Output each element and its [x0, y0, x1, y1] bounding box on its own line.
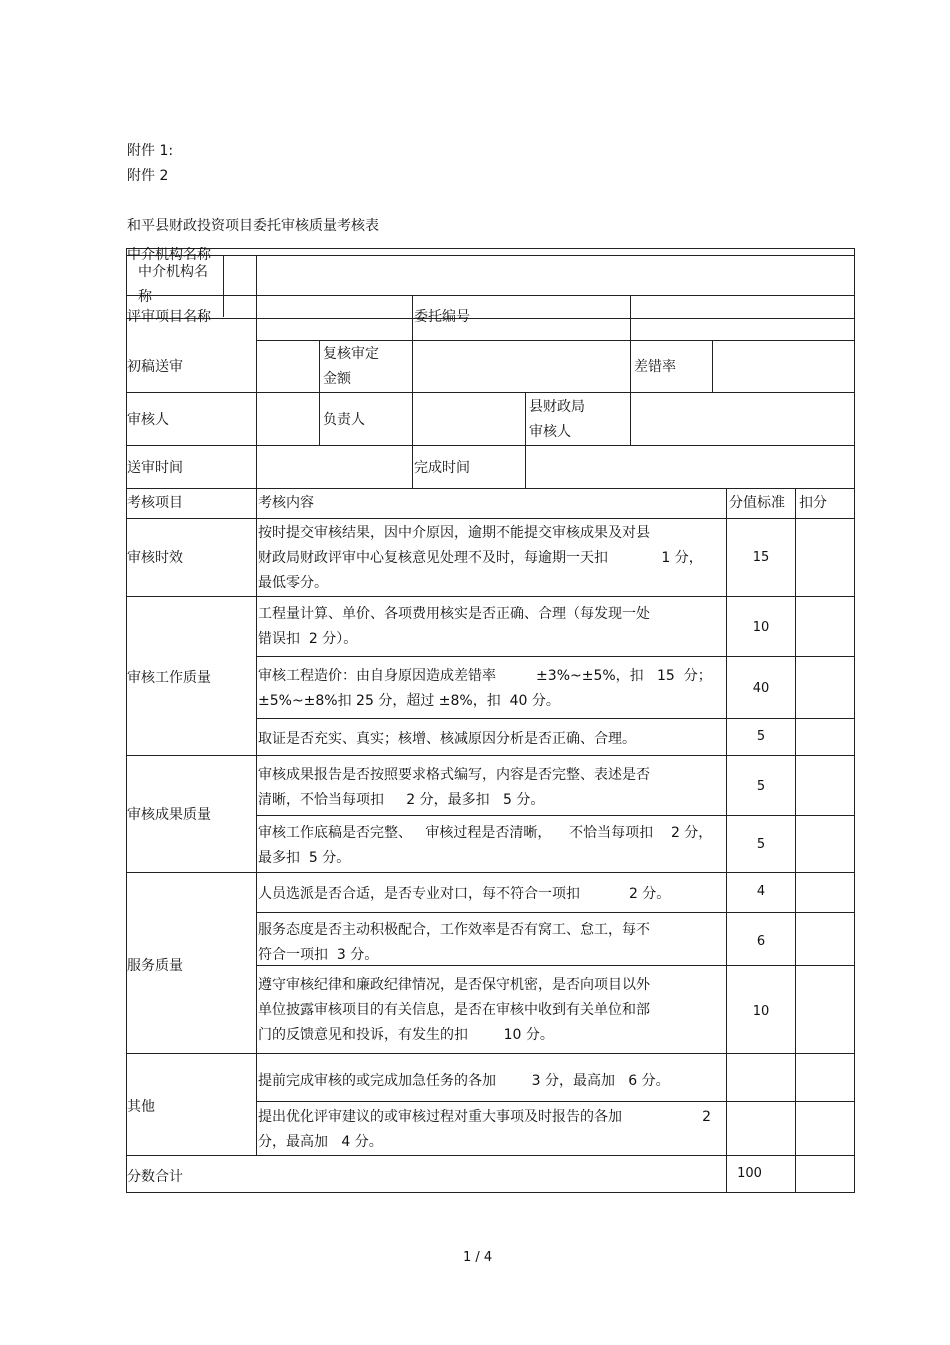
- group-name: 审核成果质量: [127, 807, 211, 823]
- page-number: 1 / 4: [463, 1250, 493, 1265]
- agency-name-label-inner-2: 称: [138, 289, 152, 305]
- row-content-line: 错误扣 2 分）。: [258, 631, 358, 647]
- row-content-line: 提出优化评审建议的或审核过程对重大事项及时报告的各加 2: [258, 1109, 712, 1125]
- group-name: 其他: [127, 1099, 155, 1115]
- row-score: 15: [752, 550, 770, 565]
- review-amount-label-1: 复核审定: [323, 346, 379, 362]
- row-content-line: 人员选派是否合适，是否专业对口，每不符合一项扣 2 分。: [258, 886, 671, 902]
- agency-name-value[interactable]: [257, 256, 853, 294]
- row-content-line: 审核工程造价：由自身原因造成差错率 ±3%~±5%，扣 15 分；: [258, 668, 712, 684]
- row-content-line: 审核工作底稿是否完整、 审核过程是否清晰， 不恰当每项扣 2 分，: [258, 825, 713, 841]
- attachment-2: 附件 2: [127, 168, 169, 184]
- county-reviewer-label-1: 县财政局: [529, 399, 585, 415]
- row-score: 5: [756, 779, 766, 794]
- group-name: 审核工作质量: [127, 670, 211, 686]
- submit-time-label: 送审时间: [127, 460, 183, 476]
- project-name-label: 评审项目名称: [127, 309, 211, 325]
- row-content-line: 分，最高加 4 分。: [258, 1134, 383, 1150]
- error-rate-value[interactable]: [713, 341, 853, 391]
- page-title: 和平县财政投资项目委托审核质量考核表: [127, 218, 379, 234]
- group-name: 服务质量: [127, 958, 183, 974]
- row-score: 40: [752, 681, 770, 696]
- attachment-1: 附件 1:: [127, 143, 174, 159]
- row-content-line: 审核成果报告是否按照要求格式编写，内容是否完整、表述是否: [258, 767, 650, 783]
- first-submit-label: 初稿送审: [127, 359, 183, 375]
- row-content-line: 工程量计算、单价、各项费用核实是否正确、合理（每发现一处: [258, 606, 650, 622]
- review-amount-label-2: 金额: [323, 371, 351, 387]
- row-content-line: 服务态度是否主动积极配合，工作效率是否有窝工、怠工，每不: [258, 922, 650, 938]
- row-content-line: ±5%~±8%扣 25 分，超过 ±8%，扣 40 分。: [258, 693, 560, 709]
- commission-no-label: 委托编号: [414, 309, 470, 325]
- row-score: 4: [756, 884, 766, 899]
- row-content-line: 清晰，不恰当每项扣 2 分，最多扣 5 分。: [258, 792, 545, 808]
- row-content-line: 单位披露审核项目的有关信息，是否在审核中收到有关单位和部: [258, 1002, 650, 1018]
- row-content-line: 遵守审核纪律和廉政纪律情况，是否保守机密，是否向项目以外: [258, 977, 650, 993]
- total-score: 100: [737, 1166, 762, 1181]
- error-rate-label: 差错率: [634, 359, 676, 375]
- row-content-line: 按时提交审核结果，因中介原因，逾期不能提交审核成果及对县: [258, 525, 650, 541]
- reviewer-label: 审核人: [127, 412, 169, 428]
- row-content-line: 最多扣 5 分。: [258, 850, 351, 866]
- row-score: 5: [756, 729, 766, 744]
- agency-name-label: 中介机构名称: [127, 247, 211, 263]
- row-content-line: 最低零分。: [258, 575, 328, 591]
- header-content: 考核内容: [258, 495, 314, 511]
- review-amount-value[interactable]: [413, 341, 629, 391]
- row-content-line: 符合一项扣 3 分。: [258, 947, 379, 963]
- row-score: 6: [756, 934, 766, 949]
- header-deduct: 扣分: [799, 495, 827, 511]
- finish-time-label: 完成时间: [414, 460, 470, 476]
- row-content-line: 财政局财政评审中心复核意见处理不及时，每逾期一天扣 1 分，: [258, 550, 703, 566]
- header-standard: 分值标准: [729, 495, 785, 511]
- row-score: 10: [752, 620, 770, 635]
- project-name-value[interactable]: [257, 296, 411, 340]
- responsible-label: 负责人: [323, 412, 365, 428]
- total-label: 分数合计: [127, 1169, 183, 1185]
- header-item: 考核项目: [127, 495, 183, 511]
- agency-name-label-inner: 中介机构名: [138, 264, 208, 280]
- row-content-line: 门的反馈意见和投诉，有发生的扣 10 分。: [258, 1027, 554, 1043]
- group-name: 审核时效: [127, 550, 183, 566]
- commission-no-value[interactable]: [631, 296, 853, 340]
- row-content-line: 取证是否充实、真实；核增、核减原因分析是否正确、合理。: [258, 731, 636, 747]
- county-reviewer-label-2: 审核人: [529, 424, 571, 440]
- row-score: 5: [756, 837, 766, 852]
- row-score: 10: [752, 1004, 770, 1019]
- row-content-line: 提前完成审核的或完成加急任务的各加 3 分，最高加 6 分。: [258, 1073, 670, 1089]
- first-submit-value[interactable]: [257, 341, 318, 391]
